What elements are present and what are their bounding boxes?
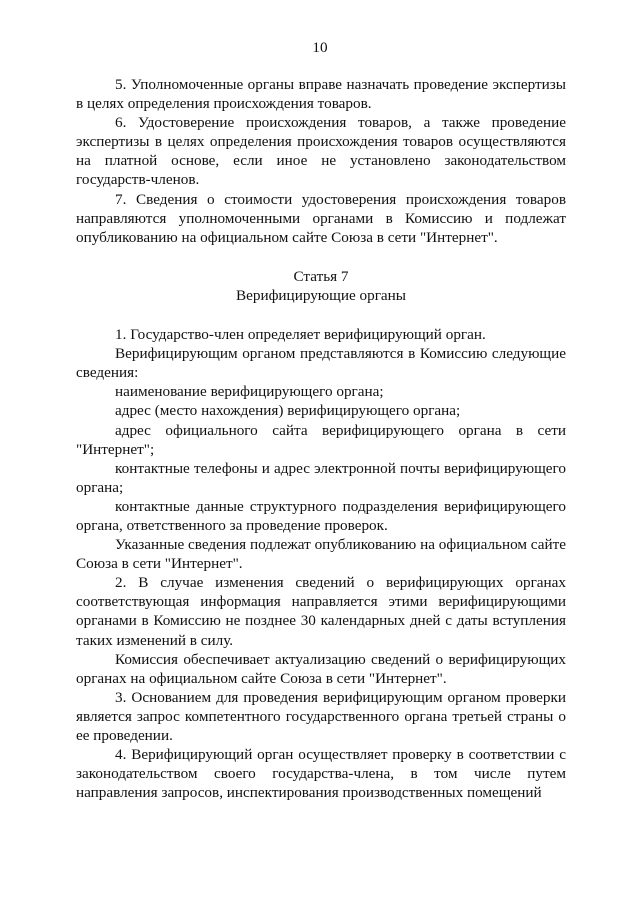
article-paragraph-1: 1. Государство-член определяет верифицирующий орган. <box>115 326 486 344</box>
page-number: 10 <box>312 39 328 56</box>
article-paragraph-4: 4. Верифицирующий орган осуществляет проверку в соответствии с законодательством своего государства-члена, в том числе путем направления запросов, инспектирования производственных помещений <box>76 746 566 802</box>
article-list-item-contacts: контактные телефоны и адрес электронной почты верифицирующего органа; <box>76 459 566 496</box>
article-list-item-website: адрес официального сайта верифицирующего органа в сети "Интернет"; <box>76 421 566 458</box>
paragraph-7-cost-information: 7. Сведения о стоимости удостоверения происхождения товаров направляются уполномоченными органами в Комиссию и подлежат опубликованию на официальном сайте Союза в сети "Интернет". <box>76 190 566 246</box>
article-title: Верифицирующие органы <box>236 286 406 304</box>
spacer <box>76 305 566 325</box>
article-paragraph-publication: Указанные сведения подлежат опубликованию на официальном сайте Союза в сети "Интернет". <box>76 536 566 573</box>
article-paragraph-info-intro: Верифицирующим органом представляются в Комиссию следующие сведения: <box>76 345 566 382</box>
article-list-item-structural-unit: контактные данные структурного подразделения верифицирующего органа, ответственного за проведение проверок. <box>76 497 566 534</box>
paragraph-6-certification-fee: 6. Удостоверение происхождения товаров, а также проведение экспертизы в целях определения происхождения товаров осуществляются на платной основе, если иное не установлено законодательством государств-членов. <box>76 114 566 189</box>
paragraph-5-expertise: 5. Уполномоченные органы вправе назначать проведение экспертизы в целях определения происхождения товаров. <box>76 76 566 113</box>
article-list-item-name: наименование верифицирующего органа; <box>115 383 384 401</box>
article-list-item-address: адрес (место нахождения) верифицирующего органа; <box>115 402 461 420</box>
article-paragraph-3: 3. Основанием для проведения верифицирующим органом проверки является запрос компетентного государственного органа третьей страны о ее проведении. <box>76 688 566 744</box>
spacer <box>76 247 566 267</box>
article-paragraph-2: 2. В случае изменения сведений о верифицирующих органах соответствующая информация направляется этими верифицирующими органами в Комиссию не позднее 30 календарных дней с даты вступления таких изменений в силу. <box>76 574 566 649</box>
article-paragraph-commission-update: Комиссия обеспечивает актуализацию сведений о верифицирующих органах на официальном сайте Союза в сети "Интернет". <box>76 650 566 687</box>
article-number: Статья 7 <box>293 267 349 285</box>
document-body <box>76 75 566 802</box>
